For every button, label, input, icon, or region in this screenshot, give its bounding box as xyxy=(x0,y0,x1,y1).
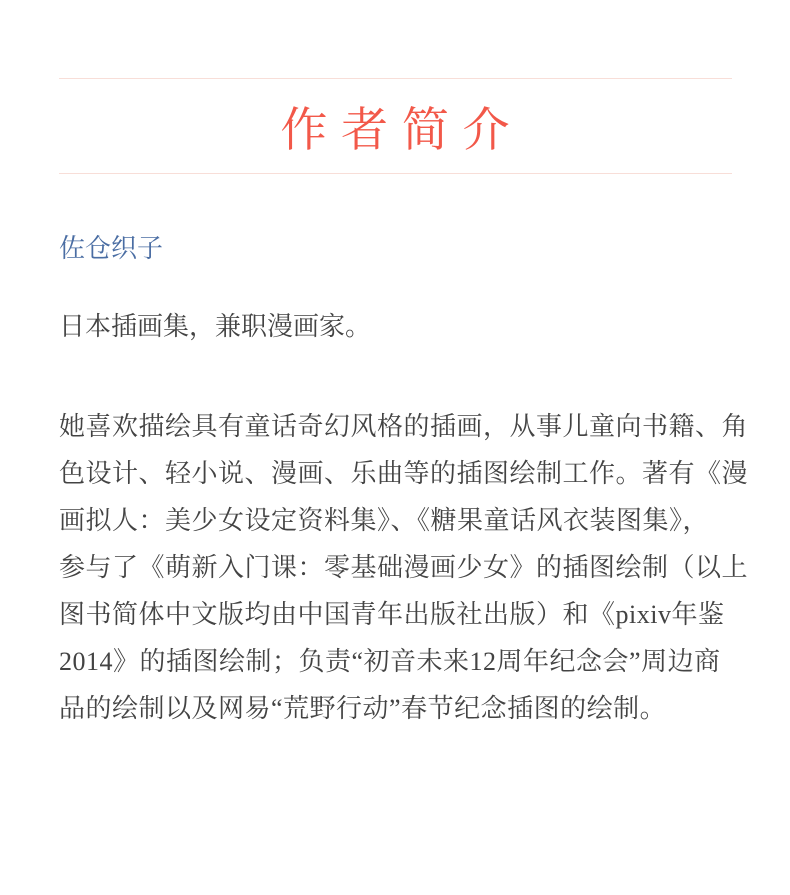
bio-line: 色设计、轻小说、漫画、乐曲等的插图绘制工作。著有《漫 xyxy=(59,459,749,488)
bio-line: 参与了《萌新入门课：零基础漫画少女》的插图绘制（以上 xyxy=(59,553,749,582)
bio-line: 2014》的插图绘制；负责“初音未来12周年纪念会”周边商 xyxy=(59,647,721,676)
title-band xyxy=(59,79,732,173)
author-name: 佐仓织子 xyxy=(59,234,164,263)
author-bio xyxy=(59,403,749,732)
bio-line: 图书简体中文版均由中国青年出版社出版）和《pixiv年鉴 xyxy=(59,600,725,629)
bio-line: 她喜欢描绘具有童话奇幻风格的插画，从事儿童向书籍、角 xyxy=(59,412,749,441)
bio-line: 品的绘制以及网易“荒野行动”春节纪念插图的绘制。 xyxy=(59,694,667,723)
author-intro-line: 日本插画集，兼职漫画家。 xyxy=(59,312,372,341)
title-divider-bottom xyxy=(59,173,732,174)
bio-line: 画拟人：美少女设定资料集》、《糖果童话风衣装图集》， xyxy=(59,506,710,535)
author-intro-section xyxy=(59,78,749,732)
page-title: 作 者 简 介 xyxy=(280,104,511,157)
